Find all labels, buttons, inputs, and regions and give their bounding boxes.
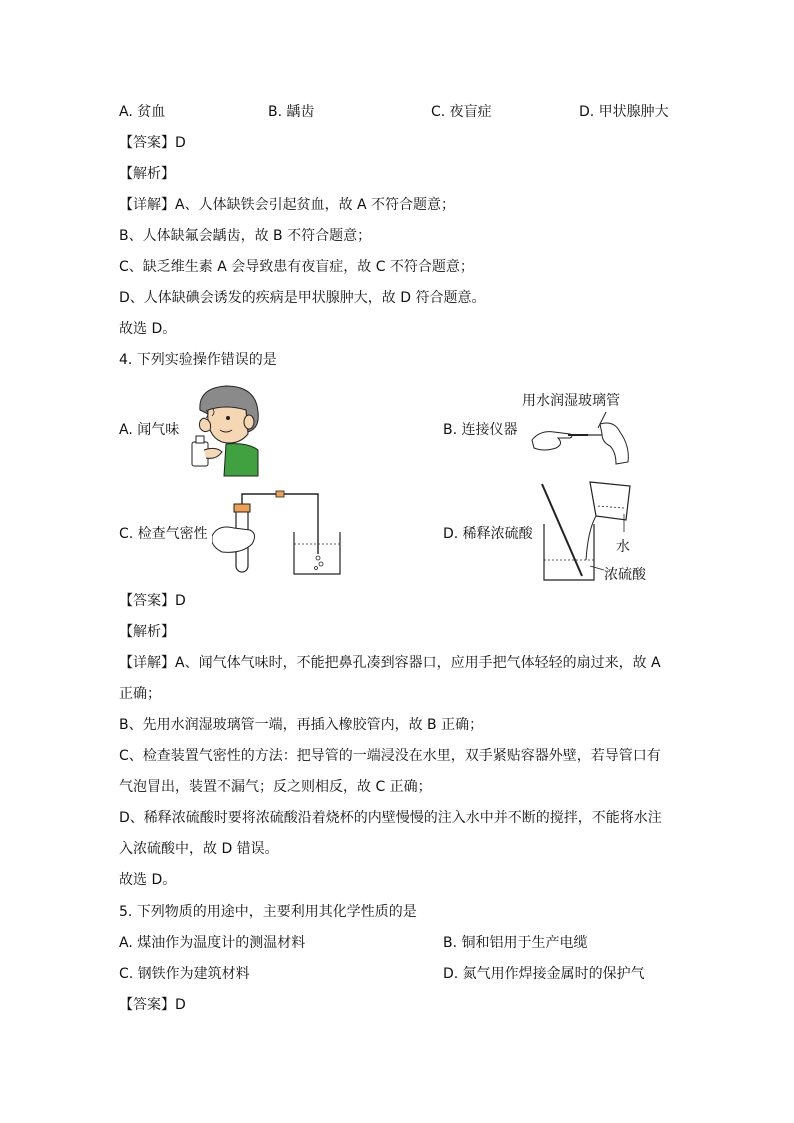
q4-detail-line: 入浓硫酸中，故 D 错误。 [119,841,279,857]
q3-detail-line: B、人体缺氟会龋齿，故 B 不符合题意； [119,228,372,244]
q3-conclusion: 故选 D。 [119,321,177,337]
q5-option-a: A. 煤油作为温度计的测温材料 [119,935,306,951]
figure-d-water-label: 水 [616,539,630,555]
q3-detail-line: D、人体缺碘会诱发的疾病是甲状腺肿大，故 D 符合题意。 [119,290,486,306]
q4-option-c: C. 检查气密性 [119,526,208,542]
q3-option-b: B. 龋齿 [268,104,315,120]
q4-detail-line: 气泡冒出，装置不漏气；反之则相反，故 C 正确； [119,779,432,795]
q4-option-a: A. 闻气味 [119,422,180,438]
q3-option-c: C. 夜盲症 [431,104,492,120]
q5-option-b: B. 铜和铝用于生产电缆 [443,935,588,951]
smelling-figure [186,380,266,478]
q4-option-d: D. 稀释浓硫酸 [443,526,533,542]
q3-option-a: A. 贫血 [119,104,166,120]
q5-option-d: D. 氮气用作焊接金属时的保护气 [443,966,645,982]
q4-detail-line: C、检查装置气密性的方法：把导管的一端浸没在水里，双手紧贴容器外壁，若导管口有 [119,748,661,764]
q4-detail-line: 正确； [119,686,161,702]
airtightness-figure [212,488,344,578]
q4-detail-line: D、稀释浓硫酸时要将浓硫酸沿着烧杯的内壁慢慢的注入水中并不断的搅拌，不能将水注 [119,810,662,826]
q3-answer: 【答案】D [119,135,186,151]
q5-answer: 【答案】D [119,997,186,1013]
q4-stem: 4. 下列实验操作错误的是 [119,352,277,368]
q4-analysis: 【解析】 [119,624,175,640]
q4-option-b: B. 连接仪器 [443,422,518,438]
q3-option-d: D. 甲状腺肿大 [579,104,669,120]
q3-analysis: 【解析】 [119,166,175,182]
q5-option-c: C. 钢铁作为建筑材料 [119,966,250,982]
q4-detail-line: B、先用水润湿玻璃管一端，再插入橡胶管内，故 B 正确； [119,717,484,733]
connect-apparatus-figure [530,412,634,466]
q4-conclusion: 故选 D。 [119,872,177,888]
q5-stem: 5. 下列物质的用途中，主要利用其化学性质的是 [119,904,417,920]
q4-detail-line: 【详解】A、闻气体气味时，不能把鼻孔凑到容器口，应用手把气体轻轻的扇过来，故 A [119,655,661,671]
q3-detail-line: 【详解】A、人体缺铁会引起贫血，故 A 不符合题意； [119,197,456,213]
figure-b-label: 用水润湿玻璃管 [522,393,620,409]
q3-detail-line: C、缺乏维生素 A 会导致患有夜盲症，故 C 不符合题意； [119,259,474,275]
q4-answer: 【答案】D [119,593,186,609]
figure-d-acid-label: 浓硫酸 [604,567,646,583]
